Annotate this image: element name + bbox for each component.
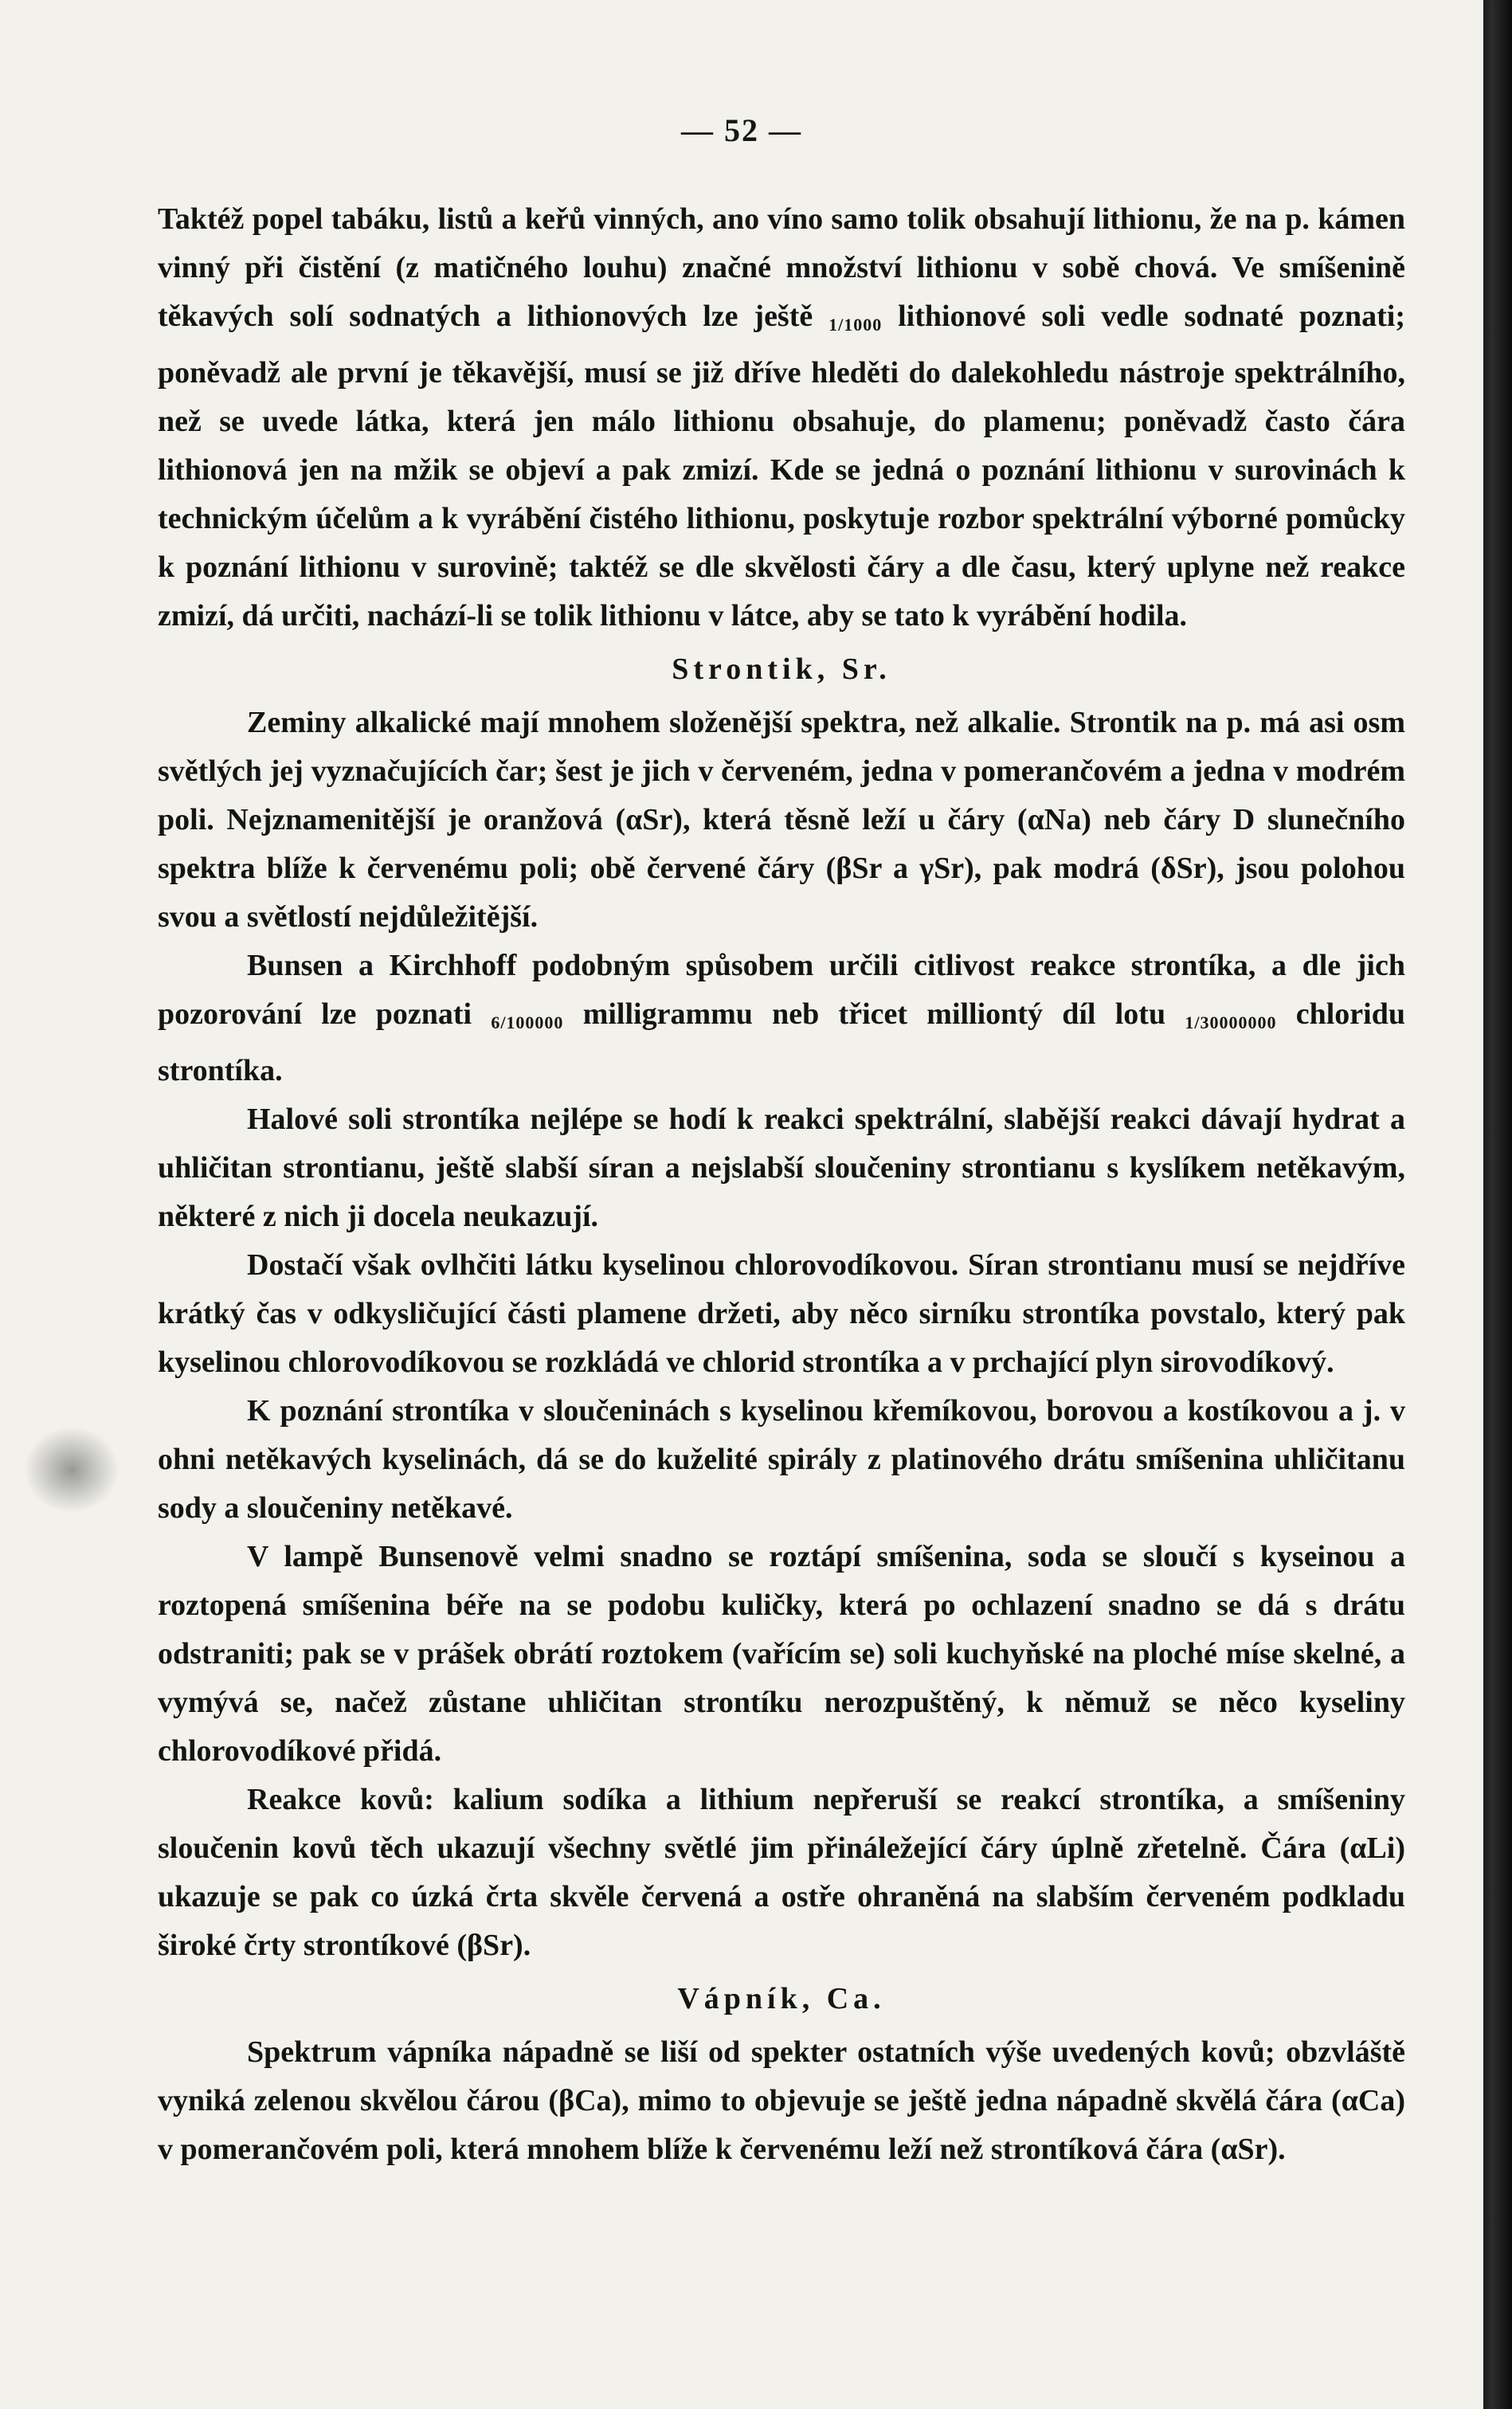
section-heading-calcium: Vápník, Ca. bbox=[677, 1982, 886, 2015]
page-body bbox=[158, 195, 1405, 2174]
fraction: 1/1000 bbox=[828, 315, 883, 335]
paragraph-silicates: K poznání strontíka v sloučeninách s kyselinou křemíkovou, borovou a kostíkovou a j. v ohni netěkavých kyselinách, dá se do kuželité spirály z platinového drátu smíšenina uhličitanu sody a sloučeniny netěkavé. bbox=[158, 1394, 1405, 1525]
paragraph-bunsen-lamp: V lampě Bunsenově velmi snadno se roztápí smíšenina, soda se sloučí s kyseinou a roztopená smíšenina béře na se podobu kuličky, která po ochlazení snadno se dá s drátu odstraniti; pak se v prášek obrátí roztokem (vařícím se) soli kuchyňské na ploché míse skelné, a vymývá se, načež zůstane uhličitan strontíku nerozpuštěný, k němuž se něco kyseliny chlorovodíkové přidá. bbox=[158, 1540, 1405, 1768]
paragraph-calcium-spectrum: Spektrum vápníka nápadně se liší od spekter ostatních výše uvedených kovů; obzvláště vyniká zelenou skvělou čárou (βCa), mimo to objevuje se ještě jedna nápadně skvělá čára (αCa) v pomerančovém poli, která mnohem blíže k červenému leží než strontíková čára (αSr). bbox=[158, 2035, 1405, 2166]
scan-edge bbox=[1483, 0, 1512, 2409]
paragraph-hydrochloric: Dostačí však ovlhčiti látku kyselinou chlorovodíkovou. Síran strontianu musí se nejdříve krátký čas v odkysličující části plamene držeti, aby něco sirníku strontíka povstalo, který pak kyselinou chlorovodíkovou se rozkládá ve chlorid strontíka a v prchající plyn sirovodíkový. bbox=[158, 1248, 1405, 1379]
fraction: 6/100000 bbox=[491, 1013, 564, 1032]
paragraph-bunsen-kirchhoff: Bunsen a Kirchhoff podobným spůsobem určili citlivost reakce strontíka, a dle jich pozorování lze poznati 6/100000 milligrammu neb třicet milliontý díl lotu 1/30000000 chloridu strontíka. bbox=[158, 949, 1405, 1087]
paragraph-strontium-spectra: Zeminy alkalické mají mnohem složenější spektra, než alkalie. Strontik na p. má asi osm světlých jej vyznačujících čar; šest je jich v červeném, jedna v pomerančovém a jedna v modrém poli. Nejznamenitější je oranžová (αSr), která těsně leží u čáry (αNa) neb čáry D slunečního spektra blíže k červenému poli; obě červené čáry (βSr a γSr), pak modrá (δSr), jsou polohou svou a světlostí nejdůležitější. bbox=[158, 706, 1405, 934]
ink-smudge bbox=[24, 1426, 119, 1514]
page-number: — 52 — bbox=[681, 112, 802, 148]
section-heading-strontium: Strontik, Sr. bbox=[672, 652, 891, 686]
fraction: 1/30000000 bbox=[1185, 1013, 1277, 1032]
paragraph-lithium: Taktéž popel tabáku, listů a keřů vinných, ano víno samo tolik obsahují lithionu, že na p. kámen vinný při čistění (z matičného louhu) značné množství lithionu v sobě chová. Ve smíšenině těkavých solí sodnatých a lithionových lze ještě 1/1000 lithionové soli vedle sodnaté poznati; poněvadž ale první je těkavější, musí se již dříve hleděti do dalekohledu nástroje spektrálního, než se uvede látka, která jen málo lithionu obsahuje, do plamenu; poněvadž často čára lithionová jen na mžik se objeví a pak zmizí. Kde se jedná o poznání lithionu v surovinách k technickým účelům a k vyrábění čistého lithionu, poskytuje rozbor spektrální výborné pomůcky k poznání lithionu v surovině; taktéž se dle skvělosti čáry a dle času, který uplyne než reakce zmizí, dá určiti, nachází-li se tolik lithionu v látce, aby se tato k vyrábění hodila. bbox=[158, 202, 1405, 633]
paragraph-halide-salts: Halové soli strontíka nejlépe se hodí k reakci spektrální, slabější reakci dávají hydrat a uhličitan strontianu, ještě slabší síran a nejslabší sloučeniny strontianu s kyslíkem netěkavým, některé z nich ji docela neukazují. bbox=[158, 1103, 1405, 1233]
paragraph-metal-reactions: Reakce kovů: kalium sodíka a lithium nepřeruší se reakcí strontíka, a smíšeniny sloučenin kovů těch ukazují všechny světlé jim přináležející čáry úplně zřetelně. Čára (αLi) ukazuje se pak co úzká črta skvěle červená a ostře ohraněná na slabším červeném podkladu široké črty strontíkové (βSr). bbox=[158, 1783, 1405, 1962]
